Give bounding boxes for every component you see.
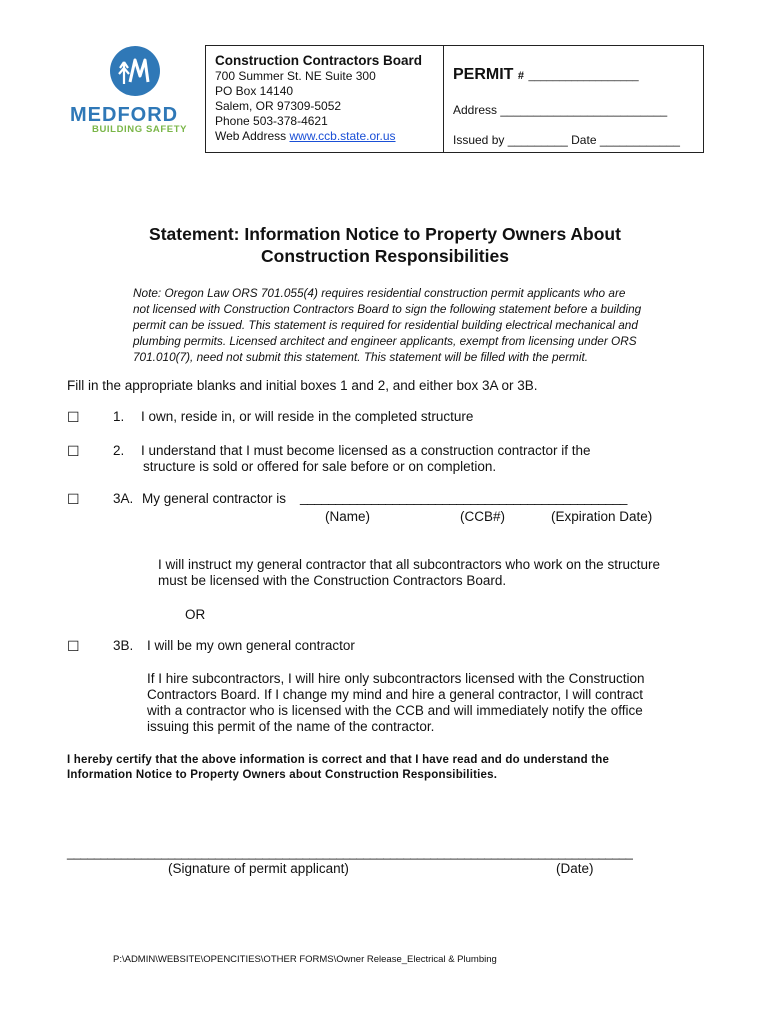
item-2-number: 2.	[113, 443, 125, 458]
signature-line[interactable]: ____________________________________________________________________________________	[67, 845, 633, 860]
item-1-number: 1.	[113, 409, 125, 424]
ccb-address-1: 700 Summer St. NE Suite 300	[215, 69, 376, 83]
ccb-website-link[interactable]: www.ccb.state.or.us	[289, 129, 396, 143]
signature-label: (Signature of permit applicant)	[168, 861, 349, 876]
address-label: Address	[453, 103, 498, 117]
item-3b-text: I will be my own general contractor	[147, 638, 355, 653]
document-title-line-1: Statement: Information Notice to Property Owners About	[149, 224, 621, 244]
instructions: Fill in the appropriate blanks and initial boxes 1 and 2, and either box 3A or 3B.	[67, 378, 538, 393]
subs-line-4: issuing this permit of the name of the contractor.	[147, 719, 435, 734]
permit-label: PERMIT	[453, 66, 514, 83]
subs-line-3: with a contractor who is licensed with the CCB and will immediately notify the office	[147, 703, 643, 718]
item-2-text-line-1: I understand that I must become licensed as a construction contractor if the	[141, 443, 591, 458]
item-3b-number: 3B.	[113, 638, 134, 653]
checkbox-item-2[interactable]: ☐	[67, 443, 80, 459]
medford-logo-emblem	[110, 46, 160, 96]
tree-m-icon	[110, 46, 160, 96]
permit-hash: #	[517, 70, 525, 82]
ccb-title: Construction Contractors Board	[215, 53, 423, 68]
ccb-address-2: PO Box 14140	[215, 84, 294, 98]
instruct-line-1: I will instruct my general contractor that all subcontractors who work on the structure	[158, 557, 660, 572]
subs-line-2: Contractors Board. If I change my mind and hire a general contractor, I will contract	[147, 687, 643, 702]
ccb-web-address	[215, 129, 396, 144]
or-separator: OR	[185, 607, 206, 622]
issued-label: Issued by	[453, 133, 505, 147]
instruct-line-2: must be licensed with the Construction Contractors Board.	[158, 573, 507, 588]
address-field[interactable]	[453, 103, 667, 117]
note-line-4: plumbing permits. Licensed architect and engineer applicants, exempt from licensing under ORS	[133, 334, 637, 348]
name-label: (Name)	[325, 509, 371, 524]
signature-date-label: (Date)	[556, 861, 594, 876]
general-contractor-blank[interactable]: ______________________________________________	[300, 490, 627, 505]
ccb-phone: Phone 503-378-4621	[215, 114, 328, 128]
item-2-text-line-2: structure is sold or offered for sale before or on completion.	[143, 459, 497, 474]
certification-line-2: Information Notice to Property Owners about Construction Responsibilities.	[67, 769, 498, 781]
permit-number-field[interactable]	[453, 66, 639, 84]
subs-line-1: If I hire subcontractors, I will hire only subcontractors licensed with the Construction	[147, 671, 645, 686]
note-line-5: 701.010(7), need not submit this statement. This statement will be filled with the permit.	[133, 350, 589, 364]
ccb-number-label: (CCB#)	[460, 509, 506, 524]
logo-wordmark: MEDFORD	[70, 104, 179, 126]
checkbox-item-3b[interactable]: ☐	[67, 638, 80, 654]
note-line-3: permit can be issued. This statement is required for residential building electrical mechanical and	[133, 318, 638, 332]
logo-subtitle: BUILDING SAFETY	[92, 124, 188, 135]
checkbox-item-1[interactable]: ☐	[67, 409, 80, 425]
date-label: Date	[571, 133, 597, 147]
note-line-1: Note: Oregon Law ORS 701.055(4) requires residential construction permit applicants who are	[133, 286, 626, 300]
footer-file-path: P:\ADMIN\WEBSITE\OPENCITIES\OTHER FORMS\Owner Release_Electrical & Plumbing	[113, 954, 497, 965]
address-blank: _________________________	[500, 103, 668, 117]
expiration-date-label: (Expiration Date)	[551, 509, 653, 524]
item-1-text: I own, reside in, or will reside in the completed structure	[141, 409, 474, 424]
checkbox-item-3a[interactable]: ☐	[67, 491, 80, 507]
issued-by-field[interactable]	[453, 133, 680, 147]
date-blank: ____________	[599, 133, 680, 147]
item-3a-number: 3A.	[113, 491, 134, 506]
ccb-address-3: Salem, OR 97309-5052	[215, 99, 342, 113]
note-line-2: not licensed with Construction Contractors Board to sign the following statement before a building	[133, 302, 642, 316]
document-title-line-2: Construction Responsibilities	[261, 246, 509, 266]
item-3a-text: My general contractor is	[142, 491, 287, 506]
permit-blank: __________________	[528, 70, 639, 82]
certification-line-1: I hereby certify that the above information is correct and that I have read and do understand the	[67, 754, 610, 766]
issued-blank: _________	[507, 133, 568, 147]
web-address-label: Web Address	[215, 129, 290, 143]
